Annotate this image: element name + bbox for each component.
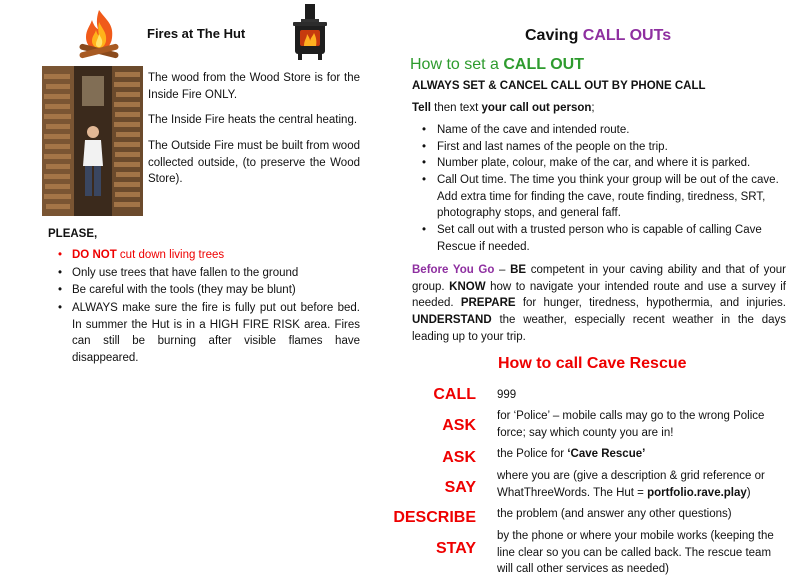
step-text-bold: ‘Cave Rescue’ xyxy=(567,448,646,460)
callout-info-list xyxy=(422,122,788,255)
before-understand: UNDERSTAND xyxy=(412,314,492,327)
before-text: how to navigate your intended route and use a survey if needed. xyxy=(412,280,786,310)
step-verb: STAY xyxy=(435,540,476,557)
step-verb: ASK xyxy=(442,449,476,466)
rescue-title: How to call Cave Rescue xyxy=(498,355,687,372)
step-verb: CALL xyxy=(433,386,476,403)
step-text xyxy=(497,468,787,501)
before-label: Before You Go xyxy=(412,264,495,276)
howto-heading xyxy=(410,53,584,76)
rule-item xyxy=(58,247,360,264)
tell-end: ; xyxy=(591,102,595,114)
step-text: the problem (and answer any other questions) xyxy=(497,508,732,520)
callout-title xyxy=(525,24,671,47)
before-you-go xyxy=(412,262,786,345)
rule-item: • Only use trees that have fallen to the ground xyxy=(58,265,360,282)
before-text: for hunger, tiredness, hypothermia, and injuries. xyxy=(515,297,786,310)
tell-mid: then text xyxy=(430,102,482,114)
step-text xyxy=(497,446,787,463)
rule-item: • Be careful with the tools (they may be blunt) xyxy=(58,282,360,299)
info-item: • First and last names of the people on the trip. xyxy=(422,139,788,156)
rule-emphasis: DO NOT xyxy=(72,249,117,261)
rule-text: cut down living trees xyxy=(116,249,225,261)
before-dash: – xyxy=(494,264,511,276)
intro-paragraph: The Outside Fire must be built from wood collected outside, (to preserve the Wood Store). xyxy=(148,140,360,186)
step-verb: SAY xyxy=(444,479,476,496)
fires-intro xyxy=(148,70,360,197)
step-text-pre: the Police for xyxy=(497,448,568,460)
intro-paragraph: The wood from the Wood Store is for the Inside Fire ONLY. xyxy=(148,72,360,101)
tell-bold: Tell xyxy=(412,102,431,114)
always-notice: ALWAYS SET & CANCEL CALL OUT BY PHONE CALL xyxy=(412,80,706,92)
howto-bold: CALL OUT xyxy=(503,56,584,73)
wood-store-photo xyxy=(42,66,143,216)
rule-item: • ALWAYS make sure the fire is fully put out before bed. In summer the Hut is in a HIGH FIRE RISK area. Fires can still be burning after visible flames have disappeared. xyxy=(58,300,360,367)
please-label: PLEASE, xyxy=(48,228,98,240)
fire-rules-list xyxy=(58,247,360,368)
wood-stove-icon xyxy=(290,4,330,62)
callout-title-highlight: CALL OUTs xyxy=(582,27,672,44)
howto-prefix: How to set a xyxy=(410,56,504,73)
info-item: • Call Out time. The time you think your group will be out of the cave. Add extra time for finding the cave, route finding, tiredness, SRT, photography stops, and general faff. xyxy=(422,172,788,222)
callout-section xyxy=(393,0,788,587)
campfire-icon xyxy=(76,8,122,60)
before-text: the weather, especially recent weather in the days leading up to your trip. xyxy=(412,314,786,343)
info-item: • Number plate, colour, make of the car, and where it is parked. xyxy=(422,155,788,172)
step-text: by the phone or where your mobile works (keeping the line clear so you can be called back. The rescue team will call other services as needed) xyxy=(497,530,774,576)
tell-person: your call out person xyxy=(481,102,592,114)
step-text: 999 xyxy=(497,389,517,401)
info-item: • Set call out with a trusted person who is capable of calling Cave Rescue if needed. xyxy=(422,222,788,255)
before-prepare: PREPARE xyxy=(460,297,516,310)
fires-section xyxy=(40,0,365,587)
fires-title: Fires at The Hut xyxy=(147,26,246,41)
intro-paragraph: The Inside Fire heats the central heating. xyxy=(148,114,358,127)
info-item: • Name of the cave and intended route. xyxy=(422,122,788,139)
step-verb: DESCRIBE xyxy=(393,509,476,526)
step-verb: ASK xyxy=(442,417,476,434)
step-text-pre: where you are (give a description & grid reference or WhatThreeWords. The Hut = xyxy=(497,470,765,499)
step-text-bold: portfolio.rave.play xyxy=(647,486,747,499)
before-know: KNOW xyxy=(449,280,486,293)
step-text-post: ) xyxy=(746,486,751,499)
before-text: competent in your caving ability and that of your group. xyxy=(412,264,786,293)
tell-line xyxy=(412,100,595,117)
callout-title-prefix: Caving xyxy=(525,27,583,44)
step-text: for ‘Police’ – mobile calls may go to the wrong Police force; say which county you are in! xyxy=(497,410,765,439)
before-be: BE xyxy=(510,264,527,276)
